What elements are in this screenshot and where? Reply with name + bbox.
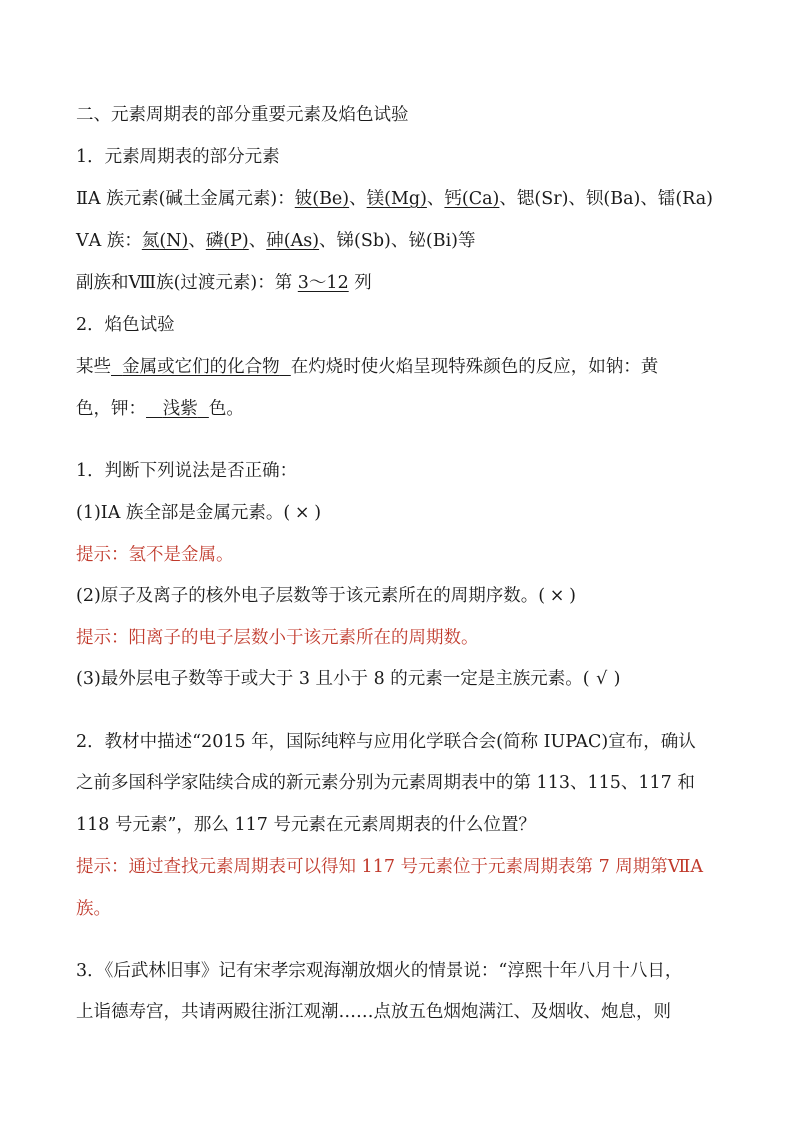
magnesium: 镁(Mg) — [366, 189, 427, 209]
transition-line: 副族和Ⅷ族(过渡元素)：第 3～12 列 — [76, 273, 372, 293]
question-2-line-1: 2．教材中描述“2015 年，国际纯粹与应用化学联合会(简称 IUPAC)宣布，确认 — [76, 732, 696, 752]
group-5a-line: ⅤA 族：氮(N)、磷(P)、砷(As)、锑(Sb)、铋(Bi)等 — [76, 231, 476, 251]
blank-metal-compound: 金属或它们的化合物 — [122, 357, 280, 377]
answer-mark: √ — [596, 669, 608, 689]
question-1-3: (3)最外层电子数等于或大于 3 且小于 8 的元素一定是主族元素。( √ ) — [76, 669, 621, 689]
beryllium: 铍(Be) — [294, 189, 350, 209]
question-3-line-2: 上诣德寿宫，共请两殿往浙江观潮……点放五色烟炮满江、及烟收、炮息，则 — [76, 1002, 671, 1022]
question-1-1: (1)ⅠA 族全部是金属元素。( × ) — [76, 503, 322, 523]
question-1-title: 1．判断下列说法是否正确： — [76, 461, 298, 481]
subsection-2-title: 2．焰色试验 — [76, 315, 175, 335]
subsection-1-title: 1．元素周期表的部分元素 — [76, 147, 280, 167]
hint-2-line-2: 族。 — [76, 899, 111, 919]
hint-1-1: 提示：氢不是金属。 — [76, 545, 234, 565]
group-2a-rest: 、锶(Sr)、钡(Ba)、镭(Ra) — [499, 189, 714, 209]
question-1-2: (2)原子及离子的核外电子层数等于该元素所在的周期序数。( × ) — [76, 586, 576, 606]
group-2a-prefix: ⅡA 族元素(碱土金属元素)： — [76, 189, 295, 209]
flame-line-1: 某些 金属或它们的化合物 在灼烧时使火焰呈现特殊颜色的反应，如钠：黄 — [76, 357, 659, 377]
answer-mark: × — [549, 586, 565, 606]
answer-mark: × — [294, 503, 310, 523]
calcium: 钙(Ca) — [444, 189, 500, 209]
question-2-line-3: 118 号元素”，那么 117 号元素在元素周期表的什么位置？ — [76, 815, 536, 835]
phosphorus: 磷(P) — [205, 231, 249, 251]
column-range: 3～12 — [297, 273, 349, 293]
question-2-line-2: 之前多国科学家陆续合成的新元素分别为元素周期表中的第 113、115、117 和 — [76, 773, 695, 793]
flame-line-2: 色，钾： 浅紫 色。 — [76, 399, 244, 419]
hint-2-line-1: 提示：通过查找元素周期表可以得知 117 号元素位于元素周期表第 7 周期第ⅦA — [76, 857, 704, 877]
group-2a-line: ⅡA 族元素(碱土金属元素)：铍(Be)、镁(Mg)、钙(Ca)、锶(Sr)、钡(Ba)、镭(Ra) — [76, 189, 714, 209]
group-5a-rest: 、锑(Sb)、铋(Bi)等 — [319, 231, 476, 251]
nitrogen: 氮(N) — [141, 231, 189, 251]
arsenic: 砷(As) — [266, 231, 320, 251]
question-3-line-1: 3．《后武林旧事》记有宋孝宗观海潮放烟火的情景说：“淳熙十年八月十八日， — [76, 961, 683, 981]
section-title: 二、元素周期表的部分重要元素及焰色试验 — [76, 105, 409, 125]
hint-1-2: 提示：阳离子的电子层数小于该元素所在的周期数。 — [76, 628, 479, 648]
blank-potassium-color: 浅紫 — [162, 399, 198, 419]
group-5a-prefix: ⅤA 族： — [76, 231, 142, 251]
